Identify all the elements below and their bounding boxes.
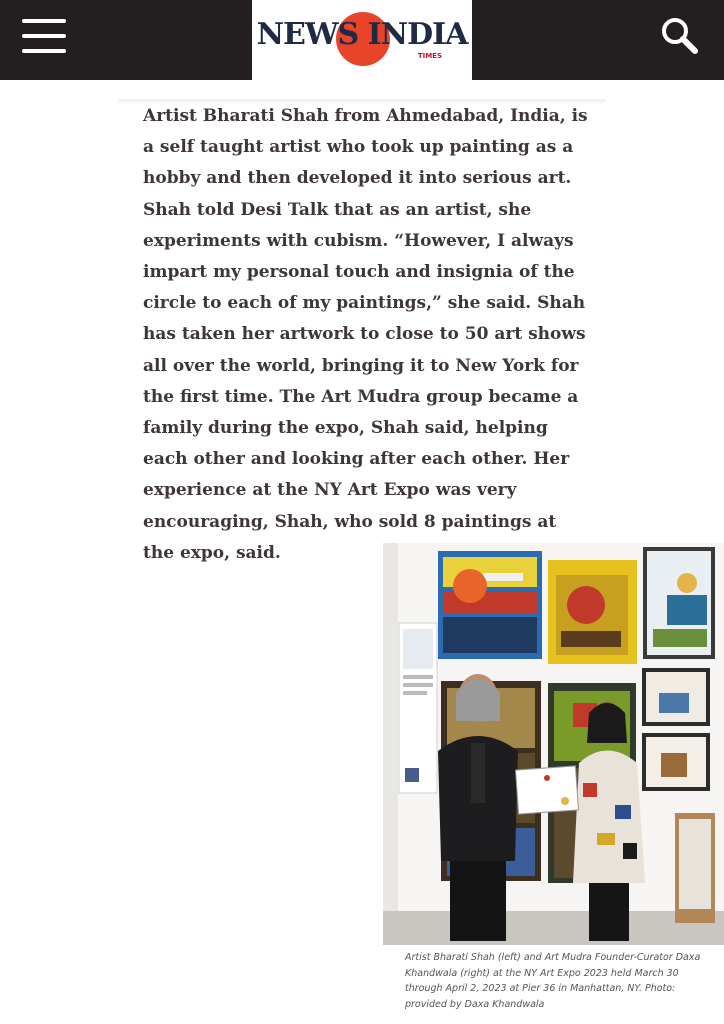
logo-subtext: TIMES xyxy=(417,52,442,60)
photo-caption: Artist Bharati Shah (left) and Art Mudra Founder-Curator Daxa Khandwala (right) at the NY Art Expo 2023 held March 30 through April 2, 2023 at Pier 36 in Manhattan, NY. Photo: provided by Daxa Khandwala xyxy=(405,952,701,1010)
article-body: Artist Bharati Shah from Ahmedabad, India, is a self taught artist who took up painting as a hobby and then developed it into serious art. Shah told Desi Talk that as an artist, she experiments with cubism. “However, I always impart my personal touch and insignia of the circle to each of my paintings,” she said. Shah has taken her artwork to close to 50 art shows all over the world, bringing it to New York for the first time. The Art Mudra group became a family during the expo, Shah said, helping each other and looking after each other. Her experience at the NY Art Expo was very encouraging, Shah, who sold 8 paintings at the expo, said. xyxy=(143,106,588,563)
hamburger-menu-icon[interactable] xyxy=(22,19,66,53)
search-icon[interactable] xyxy=(658,14,702,58)
top-navigation-bar xyxy=(0,0,724,80)
logo-text: NEWS INDIA xyxy=(256,17,468,52)
article-photo xyxy=(383,543,724,945)
site-logo[interactable] xyxy=(252,0,472,80)
